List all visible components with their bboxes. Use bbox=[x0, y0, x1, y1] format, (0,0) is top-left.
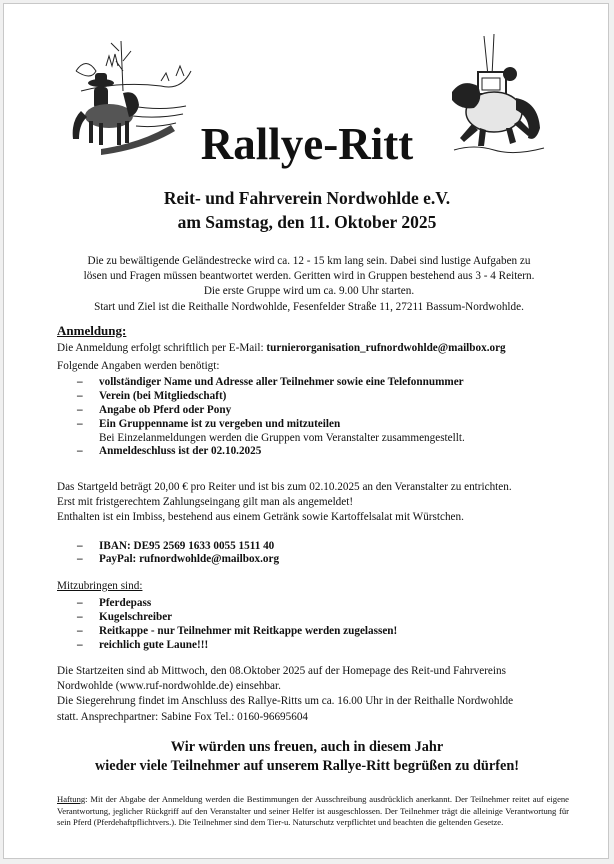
list-item: – Verein (bei Mitgliedschaft) bbox=[57, 390, 567, 404]
intro-line: Start und Ziel ist die Reithalle Nordwohlde, Fesenfelder Straße 11, 27211 Bassum-Nordwohlde. bbox=[94, 300, 524, 313]
intro-paragraph bbox=[44, 254, 574, 315]
list-item: – reichlich gute Laune!!! bbox=[57, 639, 567, 653]
fee-line: Das Startgeld beträgt 20,00 € pro Reiter und ist bis zum 02.10.2025 an den Veranstalter zu entrichten. bbox=[57, 481, 512, 493]
info-line: Die Siegerehrung findet im Anschluss des Rallye-Ritts um ca. 16.00 Uhr in der Reithalle Nordwohlde bbox=[57, 695, 514, 708]
list-item: – Kugelschreiber bbox=[57, 611, 567, 625]
registration-email[interactable]: turnierorganisation_rufnordwohlde@mailbox.org bbox=[266, 342, 506, 354]
intro-line: lösen und Fragen müssen beantwortet werden. Geritten wird in Gruppen bestehend aus 3 - 4 Reitern. bbox=[83, 270, 535, 283]
iban-item: – IBAN: DE95 2569 1633 0055 1511 40 bbox=[57, 540, 567, 554]
liability-text: : Mit der Abgabe der Anmeldung werden die Bestimmungen der Ausschreibung ausdrücklich anerkannt. Der Teilnehmer reitet auf eigene Verantwortung, jeglicher Rückgriff auf den Veranstalter und seiner Helfer ist ausgeschlossen. Der Teilnehmer trägt die alleinige Verantwortung für sein Pferd (Pferdehaftpflichtvers.). Die Teilnehmer sind dem Tier-u. Naturschutz verpflichtet und beachten die geltenden Gesetze. bbox=[57, 794, 569, 828]
fee-line: Erst mit fristgerechtem Zahlungseingang gilt man als angemeldet! bbox=[57, 496, 354, 509]
info-line: Nordwohlde (www.ruf-nordwohlde.de) einsehbar. bbox=[57, 680, 281, 693]
payment-list bbox=[57, 540, 567, 568]
list-item-note: Bei Einzelanmeldungen werden die Gruppen vom Veranstalter zusammengestellt. bbox=[99, 431, 465, 444]
fee-line: Enthalten ist ein Imbiss, bestehend aus einem Getränk sowie Kartoffelsalat mit Würstchen. bbox=[57, 511, 464, 524]
closing-message bbox=[4, 738, 610, 776]
bring-list bbox=[57, 597, 567, 652]
list-item: – Ein Gruppenname ist zu vergeben und mitzuteilen Bei Einzelanmeldungen werden die Gruppen vom Veranstalter zusammengestellt. bbox=[57, 418, 567, 446]
list-item: – Angabe ob Pferd oder Pony bbox=[57, 404, 567, 418]
registration-section bbox=[57, 322, 567, 459]
registration-email-line bbox=[57, 341, 567, 356]
required-info-intro: Folgende Angaben werden benötigt: bbox=[57, 360, 220, 373]
email-prefix: Die Anmeldung erfolgt schriftlich per E-Mail: bbox=[57, 342, 267, 354]
paypal-item[interactable]: – PayPal: rufnordwohlde@mailbox.org bbox=[57, 553, 567, 567]
closing-line: Wir würden uns freuen, auch in diesem Jahr bbox=[170, 739, 444, 755]
closing-line: wieder viele Teilnehmer auf unserem Rallye-Ritt begrüßen zu dürfen! bbox=[94, 758, 520, 774]
intro-line: Die erste Gruppe wird um ca. 9.00 Uhr starten. bbox=[203, 285, 415, 298]
info-section bbox=[57, 664, 567, 725]
list-item: – Pferdepass bbox=[57, 597, 567, 611]
info-line: statt. Ansprechpartner: Sabine Fox Tel.: 0160-96695604 bbox=[57, 710, 309, 723]
list-item: – vollständiger Name und Adresse aller Teilnehmer sowie eine Telefonnummer bbox=[57, 376, 567, 390]
liability-label: Haftung bbox=[57, 794, 86, 804]
liability-notice bbox=[57, 794, 569, 829]
bring-section bbox=[57, 579, 567, 652]
club-name: Reit- und Fahrverein Nordwohlde e.V. bbox=[163, 188, 451, 208]
list-item: – Reitkappe - nur Teilnehmer mit Reitkappe werden zugelassen! bbox=[57, 625, 567, 639]
fee-section bbox=[57, 480, 567, 567]
event-subtitle bbox=[4, 186, 610, 234]
bring-heading: Mitzubringen sind: bbox=[57, 580, 143, 592]
document-page bbox=[3, 3, 609, 859]
event-date: am Samstag, den 11. Oktober 2025 bbox=[177, 212, 437, 232]
intro-line: Die zu bewältigende Geländestrecke wird ca. 12 - 15 km lang sein. Dabei sind lustige Aufgaben zu bbox=[87, 255, 531, 267]
info-line: Die Startzeiten sind ab Mittwoch, den 08.Oktober 2025 auf der Homepage des Reit-und Fahrvereins bbox=[57, 665, 506, 677]
registration-heading: Anmeldung: bbox=[57, 323, 127, 338]
required-info-list bbox=[57, 376, 567, 459]
page-title: Rallye-Ritt bbox=[200, 119, 414, 169]
list-item: – Anmeldeschluss ist der 02.10.2025 bbox=[57, 445, 567, 459]
